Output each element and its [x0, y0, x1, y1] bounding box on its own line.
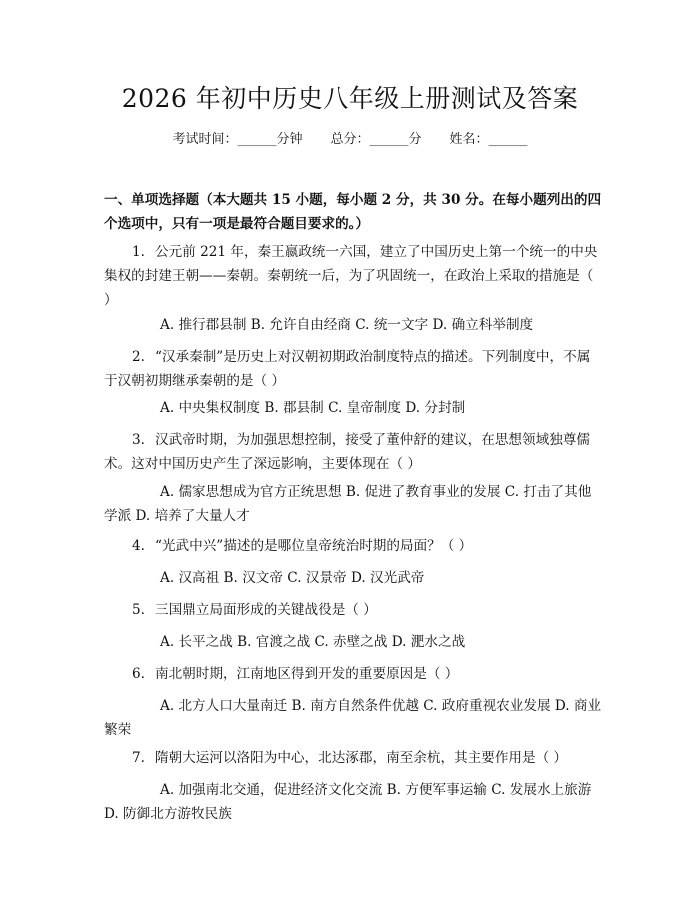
section-header: 一、单项选择题（本大题共 15 小题，每小题 2 分，共 30 分。在每小题列出的四个选项中，只有一项是最符合题目要求的。） [104, 192, 602, 232]
options-text: A. 汉高祖 B. 汉文帝 C. 汉景帝 D. 汉光武帝 [160, 570, 425, 586]
exam-time-label: 考试时间：______分钟 [172, 132, 303, 147]
options-text: A. 儒家思想成为官方正统思想 B. 促进了教育事业的发展 C. 打击了其他学派 D. 培养了大量人才 [104, 484, 592, 524]
student-name-label: 姓名：______ [449, 132, 528, 147]
options-text: A. 长平之战 B. 官渡之战 C. 赤壁之战 D. 淝水之战 [160, 634, 466, 650]
question-3 [104, 428, 602, 476]
question-7-options [104, 778, 602, 826]
options-text: A. 北方人口大量南迁 B. 南方自然条件优越 C. 政府重视农业发展 D. 商业繁荣 [104, 698, 602, 738]
question-stem: 汉武帝时期，为加强思想控制，接受了董仲舒的建议，在思想领域独尊儒术。这对中国历史产生了深远影响，主要体现在（ ） [104, 432, 590, 472]
question-2-options [104, 396, 602, 420]
question-stem: 南北朝时期，江南地区得到开发的重要原因是（ ） [154, 666, 459, 682]
options-text: A. 加强南北交通，促进经济文化交流 B. 方便军事运输 C. 发展水上旅游 D. 防御北方游牧民族 [104, 782, 592, 822]
question-4-options [104, 566, 602, 590]
exam-meta [0, 130, 700, 150]
question-1-options [104, 313, 602, 337]
question-7 [104, 746, 602, 770]
total-score-label: 总分：______分 [330, 132, 422, 147]
question-number: 7. [132, 750, 145, 766]
options-text: A. 推行郡县制 B. 允许自由经商 C. 统一文字 D. 确立科举制度 [160, 317, 534, 333]
question-2 [104, 345, 602, 393]
question-1 [104, 240, 602, 312]
question-5-options [104, 630, 602, 654]
question-number: 2. [132, 349, 145, 365]
question-6-options [104, 694, 602, 742]
options-text: A. 中央集权制度 B. 郡县制 C. 皇帝制度 D. 分封制 [160, 400, 466, 416]
question-stem: 隋朝大运河以洛阳为中心，北达涿郡，南至余杭，其主要作用是（ ） [154, 750, 568, 766]
question-number: 3. [132, 432, 145, 448]
question-6 [104, 662, 602, 686]
question-stem: “光武中兴”描述的是哪位皇帝统治时期的局面？（ ） [154, 538, 473, 554]
question-number: 4. [132, 538, 145, 554]
question-number: 1. [132, 244, 145, 260]
page-title: 2026 年初中历史八年级上册测试及答案 [121, 84, 579, 113]
question-stem: 公元前 221 年，秦王嬴政统一六国，建立了中国历史上第一个统一的中央集权的封建王朝——秦朝。秦朝统一后，为了巩固统一，在政治上采取的措施是（ ） [104, 244, 598, 308]
question-5 [104, 598, 602, 622]
question-4 [104, 534, 602, 558]
question-number: 5. [132, 602, 145, 618]
question-stem: “汉承秦制”是历史上对汉朝初期政治制度特点的描述。下列制度中，不属于汉朝初期继承秦朝的是（ ） [104, 349, 591, 389]
question-3-options [104, 480, 602, 528]
question-stem: 三国鼎立局面形成的关键战役是（ ） [154, 602, 377, 618]
question-number: 6. [132, 666, 145, 682]
